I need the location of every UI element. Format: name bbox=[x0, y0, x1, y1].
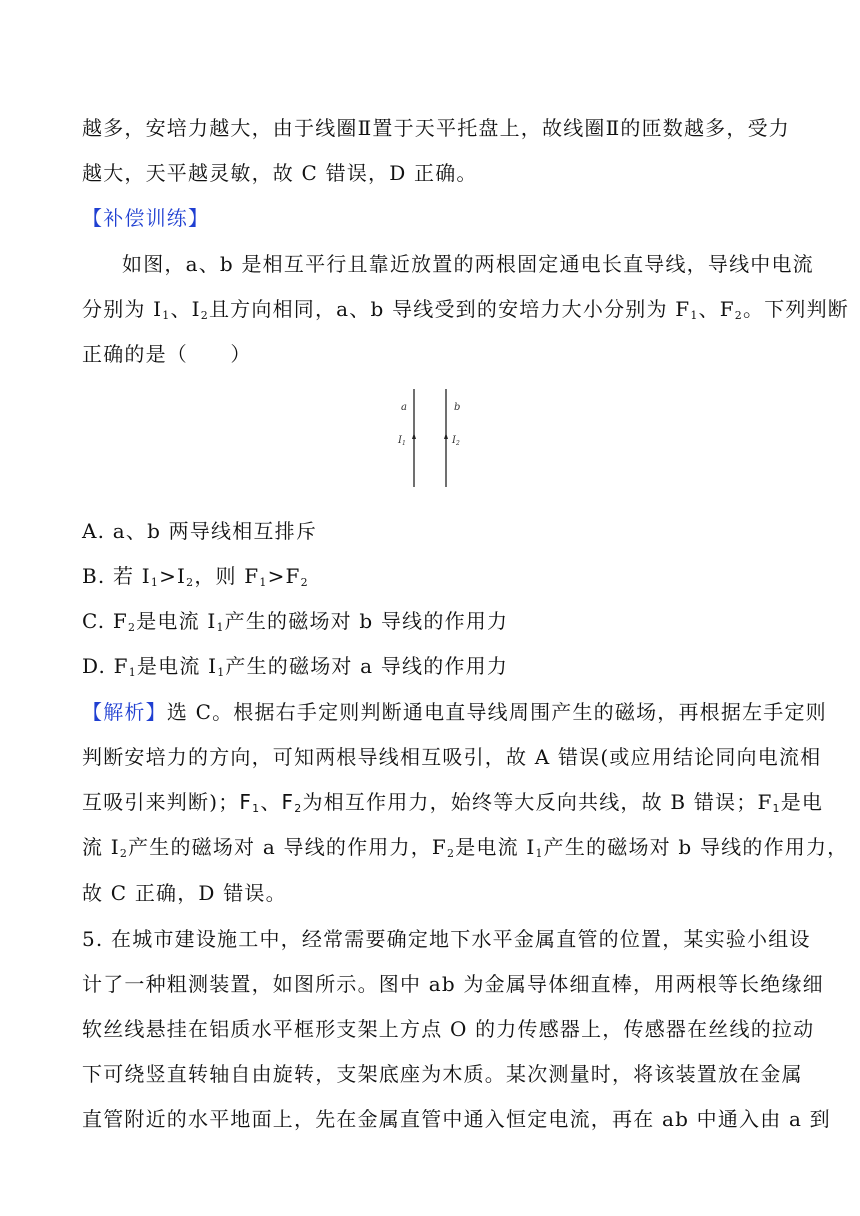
analysis-tag: 【解析】 bbox=[82, 700, 167, 724]
analysis-text: 故 C 正确，D 错误。 bbox=[82, 881, 287, 905]
question-text: 正确的是（ ） bbox=[82, 342, 252, 366]
option-c: C. $F_2$是电流 $I_1$产生的磁场对 b 导线的作用力 bbox=[82, 609, 509, 634]
question-5-text: 软丝线悬挂在铝质水平框形支架上方点 O 的力传感器上，传感器在丝线的拉动 bbox=[82, 1017, 815, 1041]
question-text: 如图，a、b 是相互平行且靠近放置的两根固定通电长直导线，导线中电流 bbox=[122, 252, 814, 276]
option-b: B. 若 $I_1>I_2$，则 $F_1>F_2$ bbox=[82, 564, 309, 589]
parallel-wires-figure bbox=[380, 385, 480, 491]
option-a: A. a、b 两导线相互排斥 bbox=[82, 519, 318, 543]
current-i2-label: $I_2$ bbox=[452, 435, 460, 447]
question-5-text: 直管附近的水平地面上，先在金属直管中通入恒定电流，再在 ab 中通入由 a 到 bbox=[82, 1107, 831, 1131]
analysis-text: 【解析】选 C。根据右手定则判断通电直导线周围产生的磁场，再根据左手定则 bbox=[82, 700, 827, 724]
analysis-text: 判断安培力的方向，可知两根导线相互吸引，故 A 错误(或应用结论同向电流相 bbox=[82, 745, 822, 769]
current-i1-label: $I_1$ bbox=[398, 435, 406, 447]
section-title: 【补偿训练】 bbox=[82, 206, 210, 230]
wire-a-label: a bbox=[401, 402, 407, 413]
question-5-text: 下可绕竖直转轴自由旋转，支架底座为木质。某次测量时，将该装置放在金属 bbox=[82, 1062, 803, 1086]
analysis-text: 互吸引来判断)；$F_1$、$F_2$为相互作用力，始终等大反向共线，故 B 错误；$F_1$是电 bbox=[82, 790, 824, 815]
option-d: D. $F_1$是电流 $I_1$产生的磁场对 a 导线的作用力 bbox=[82, 654, 509, 679]
current-arrow-icon bbox=[412, 433, 416, 439]
text-line: 越大，天平越灵敏，故 C 错误，D 正确。 bbox=[82, 161, 478, 185]
question-5-text: 计了一种粗测装置，如图所示。图中 ab 为金属导体细直棒，用两根等长绝缘细 bbox=[82, 972, 824, 996]
question-text: 分别为 $I_1$、$I_2$且方向相同，a、b 导线受到的安培力大小分别为 $F_1$、$F_2$。下列判断 bbox=[82, 297, 849, 322]
current-arrow-icon bbox=[444, 433, 448, 439]
analysis-text: 流 $I_2$产生的磁场对 a 导线的作用力，$F_2$是电流 $I_1$产生的磁场对 b 导线的作用力， bbox=[82, 835, 849, 860]
wire-b-label: b bbox=[454, 402, 461, 413]
text-line: 越多，安培力越大，由于线圈Ⅱ置于天平托盘上，故线圈Ⅱ的匝数越多，受力 bbox=[82, 116, 790, 140]
question-5-text: 5. 在城市建设施工中，经常需要确定地下水平金属直管的位置，某实验小组设 bbox=[82, 927, 811, 951]
